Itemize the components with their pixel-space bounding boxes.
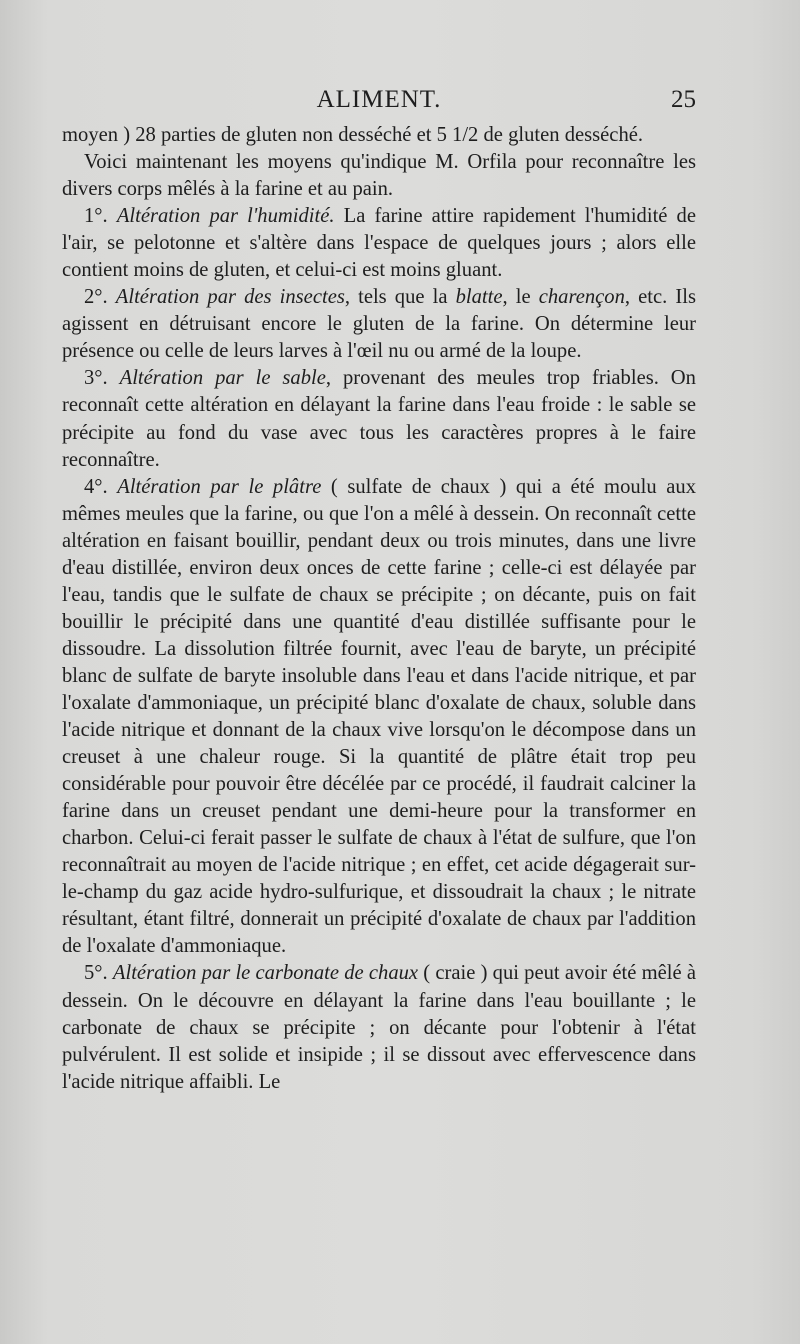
paragraph-intro <box>62 149 696 203</box>
paragraph-continuation <box>62 122 696 149</box>
italic-run: Altération par le sable <box>119 367 326 390</box>
paragraph-insects <box>62 284 696 365</box>
text-run: ( craie ) qui peut avoir été mêlé à dessein. On le découvre en délayant la farine dans l'eau bouillante ; le carbonate de chaux se précipite ; on décante pour l'obtenir à l'état pulvérulent. Il est solide et insipide ; il se dissout avec effervescence dans l'acide nitrique affaibli. Le <box>62 962 696 1093</box>
running-title: ALIMENT. <box>316 86 442 113</box>
text-run: , le <box>502 286 539 309</box>
text-run: ( sulfate de chaux ) qui a été moulu aux mêmes meules que la farine, ou que l'on a mêlé à dessein. On reconnaît cette altération en faisant bouillir, pendant deux ou trois minutes, dans une livre d'eau distillée, environ deux onces de cette farine ; celle-ci est délayée par l'eau, tandis que le sulfate de chaux se précipite ; on décante, puis on fait bouillir le précipité dans une quantité d'eau distillée suffisante pour le dissoudre. La dissolution filtrée fournit, avec l'eau de baryte, un précipité blanc de sulfate de baryte insoluble dans l'eau et dans l'acide nitrique, et par l'oxalate d'ammoniaque, un précipité blanc d'oxalate de chaux, soluble dans l'acide nitrique et donnant de la chaux vive lorsqu'on le décompose dans un creuset à une chaleur rouge. Si la quantité de plâtre était trop peu considérable pour pouvoir être décélée par ce procédé, il faudrait calciner la farine dans un creuset pendant une demi-heure pour la transformer en charbon. Celui-ci ferait passer le sulfate de chaux à l'état de sulfure, que l'on reconnaîtrait au moyen de l'acide nitrique ; en effet, cet acide dégagerait sur-le-champ du gaz acide hydro-sulfurique, et dissoudrait la chaux ; le nitrate résultant, étant filtré, donnerait un précipité d'oxalate de chaux par l'addition de l'oxalate d'ammoniaque. <box>62 475 696 958</box>
text-run: 3°. <box>84 367 120 390</box>
page-number: 25 <box>671 86 696 113</box>
running-head <box>62 86 696 120</box>
paragraph-plaster <box>62 474 696 961</box>
text-run: 5°. <box>84 962 113 985</box>
text-run: Voici maintenant les moyens qu'indique M. Orfila pour reconnaître les divers corps mêlés à la farine et au pain. <box>62 151 696 201</box>
italic-run: Altération par l'humidité. <box>116 205 335 228</box>
text-run: 2°. <box>84 286 116 309</box>
paragraph-chalk <box>62 960 696 1095</box>
italic-run: blatte <box>455 286 503 309</box>
text-run: , tels que la <box>344 286 456 309</box>
italic-run: Altération par des insectes <box>115 286 345 309</box>
body-text <box>62 122 696 1096</box>
italic-run: Altération par le plâtre <box>117 475 322 498</box>
italic-run: Altération par le carbonate de chaux <box>112 962 419 985</box>
text-run: La farine attire rapidement l'humidité de l'air, se pelotonne et s'altère dans l'espace de quelques jours ; alors elle contient moins de gluten, et celui-ci est moins gluant. <box>62 205 696 282</box>
text-run: 4°. <box>84 475 118 498</box>
text-run: , etc. Ils agissent en détruisant encore le gluten de la farine. On détermine leur présence ou celle de leurs larves à l'œil nu ou armé de la loupe. <box>62 286 696 363</box>
text-run: 1°. <box>84 205 117 228</box>
text-run: , provenant des meules trop friables. On reconnaît cette altération en délayant la farine dans l'eau froide : le sable se précipite au fond du vase avec tous les caractères propres à le faire reconnaître. <box>62 367 696 471</box>
paragraph-humidity <box>62 203 696 284</box>
paragraph-sand <box>62 365 696 473</box>
text-run: moyen ) 28 parties de gluten non desséché et 5 1/2 de gluten desséché. <box>62 124 644 146</box>
italic-run: charençon <box>538 286 625 309</box>
